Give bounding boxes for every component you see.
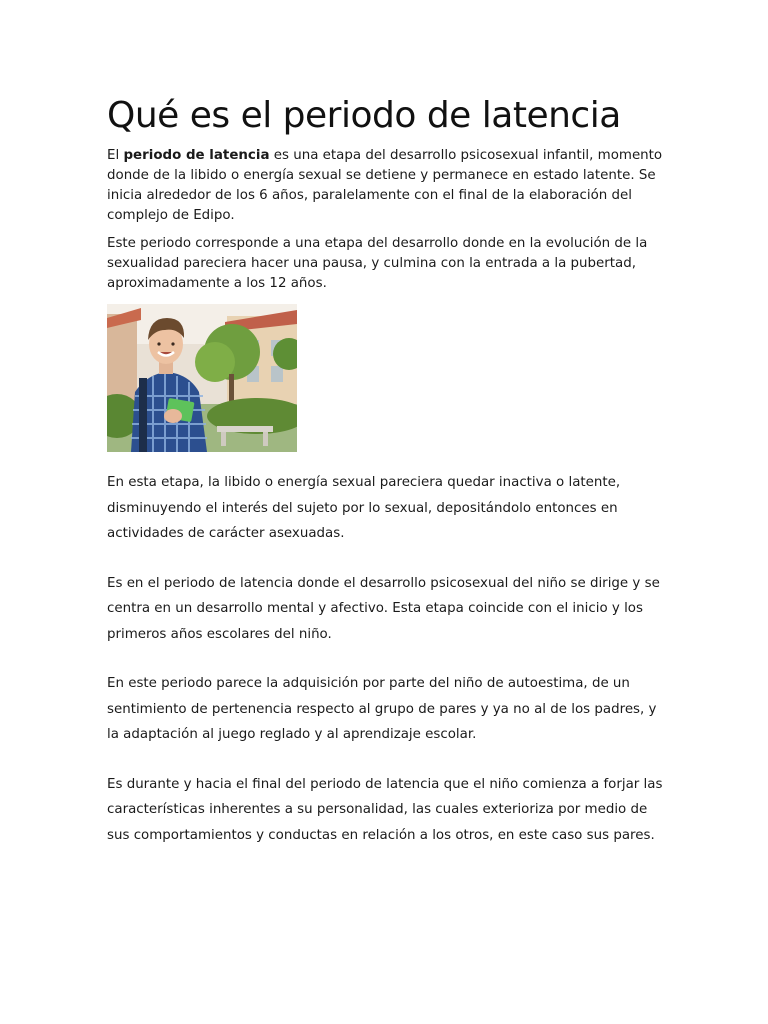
intro-lead: El — [107, 148, 124, 163]
paragraph-5: En este periodo parece la adquisición por parte del niño de autoestima, de un sentimiento de pertenencia respecto al grupo de pares y ya no al de los padres, y la adaptación al juego reglado y al aprendizaje escolar. — [107, 676, 657, 742]
paragraph-4: Es en el periodo de latencia donde el desarrollo psicosexual del niño se dirige y se centra en un desarrollo mental y afectivo. Esta etapa coincide con el inicio y los primeros años escolares del niño. — [107, 575, 660, 642]
intro-paragraph — [107, 146, 667, 226]
intro-bold-term: periodo de latencia — [123, 148, 270, 163]
paragraph-6: Es durante y hacia el final del periodo de latencia que el niño comienza a forjar las características inherentes a su personalidad, las cuales exterioriza por medio de sus comportamientos y conductas en relación a los otros, en este caso sus pares. — [107, 776, 663, 843]
student-photo — [107, 304, 297, 452]
intro-rest: es una etapa del desarrollo psicosexual infantil, momento donde de la libido o energía sexual se detiene y permanece en estado latente. Se inicia alrededor de los 6 años, paralelamente con el final de la elaboración del complejo de Edipo. — [107, 148, 663, 223]
paragraph-3: En esta etapa, la libido o energía sexual pareciera quedar inactiva o latente, disminuyendo el interés del sujeto por lo sexual, depositándolo entonces en actividades de carácter asexuadas. — [107, 475, 621, 541]
paragraph-2: Este periodo corresponde a una etapa del desarrollo donde en la evolución de la sexualidad pareciera hacer una pausa, y culmina con la entrada a la pubertad, aproximadamente a los 12 años. — [107, 236, 648, 291]
document-page — [107, 92, 667, 872]
page-title: Qué es el periodo de latencia — [107, 95, 621, 136]
